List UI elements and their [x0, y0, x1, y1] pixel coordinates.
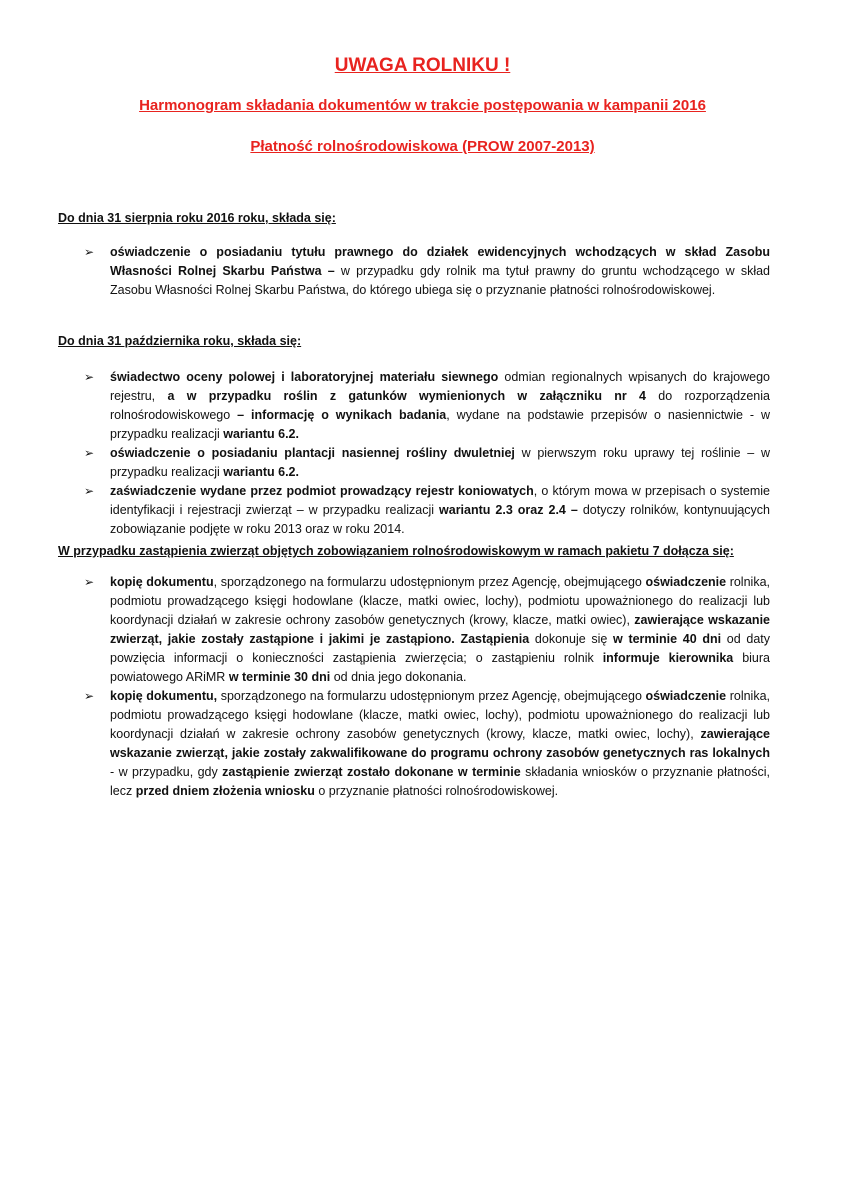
body-text: w przypadku gdy rolnik ma tytuł prawny do gruntu wchodzącego w skład Zasobu Własności Rolnej Skarbu Państwa, do którego ubiega się o przyznanie płatności rolnośrodowiskowej. — [110, 264, 770, 297]
body-text: dotyczy rolników, kontynuujących zobowiązanie podjęte w roku 2013 oraz w roku 2014. — [110, 503, 771, 536]
body-text: - w przypadku, gdy — [110, 765, 223, 779]
bold-text: przed dniem złożenia wniosku — [135, 784, 315, 798]
list-item — [58, 573, 770, 687]
document-list — [58, 573, 770, 801]
body-text: od dnia jego dokonania. — [330, 670, 467, 684]
bold-text: wariantu 6.2. — [223, 465, 299, 479]
bold-text: oświadczenie o posiadaniu plantacji nasiennej rośliny dwuletniej — [110, 446, 515, 460]
arrowhead-bullet-icon: ➢ — [84, 689, 95, 703]
body-text: od daty powzięcia informacji o konieczności zastąpienia zwierzęcia; o zastąpieniu rolnik — [110, 632, 770, 665]
bold-text: zawierające wskazanie zwierząt, jakie zostały zakwalifikowane do programu ochrony zasobów genetycznych ras lokalnych — [110, 727, 770, 760]
document-list — [58, 243, 770, 300]
section-heading: Do dnia 31 sierpnia roku 2016 roku, składa się: — [58, 211, 336, 225]
section-animal-replacement — [58, 542, 770, 801]
body-text: odmian regionalnych wpisanych do krajowego rejestru, — [110, 370, 771, 403]
list-item — [58, 368, 770, 444]
notice-title: UWAGA ROLNIKU ! — [334, 55, 511, 76]
body-text: do rozporządzenia rolnośrodowiskowego — [110, 389, 770, 422]
section-august — [58, 209, 770, 300]
bold-text: świadectwo oceny polowej i laboratoryjnej materiału siewnego — [110, 370, 499, 384]
list-item — [58, 444, 770, 482]
bold-text: oświadczenie — [645, 575, 727, 589]
section-october — [58, 332, 770, 539]
body-text: biura powiatowego ARiMR — [110, 651, 770, 684]
arrowhead-bullet-icon: ➢ — [84, 484, 95, 498]
bold-text: wariantu 6.2. — [223, 427, 299, 441]
arrowhead-bullet-icon: ➢ — [84, 575, 95, 589]
arrowhead-bullet-icon: ➢ — [84, 446, 95, 460]
body-text: , o którym mowa w przepisach o systemie identyfikacji i rejestracji zwierząt – w przypadku realizacji — [110, 484, 771, 517]
body-text: składania wniosków o przyznanie płatności, lecz — [110, 765, 770, 798]
bold-text: kopię dokumentu, — [110, 689, 218, 703]
body-text: o przyznanie płatności rolnośrodowiskowej. — [314, 784, 559, 798]
section-heading: Do dnia 31 października roku, składa się: — [58, 334, 302, 348]
body-text: dokonuje się — [529, 632, 614, 646]
list-item — [58, 687, 770, 801]
bold-text: informuje kierownika — [602, 651, 734, 665]
body-text: sporządzonego na formularzu udostępnionym przez Agencję, obejmującego — [217, 689, 646, 703]
arrowhead-bullet-icon: ➢ — [84, 370, 95, 384]
body-text: , wydane na podstawie przepisów o nasiennictwie - w przypadku realizacji — [110, 408, 770, 441]
bold-text: oświadczenie — [645, 689, 727, 703]
list-item — [58, 482, 770, 539]
schedule-subtitle: Harmonogram składania dokumentów w trakcie postępowania w kampanii 2016 — [139, 97, 706, 114]
bold-text: zaświadczenie wydane przez podmiot prowadzący rejestr koniowatych — [110, 484, 534, 498]
document-list — [58, 368, 770, 539]
bold-text: w terminie 40 dni — [613, 632, 722, 646]
bold-text: – informację o wynikach badania — [237, 408, 447, 422]
body-text: rolnika, podmiotu prowadzącego księgi hodowlane (klacze, matki owiec, lochy), podmiotu upoważnionego do realizacji lub koordynacji działań w zakresie ochrony zasobów genetycznych (krowy, klacze, matki owiec, lochy), — [110, 689, 770, 741]
bold-text: wariantu 2.3 oraz 2.4 – — [439, 503, 578, 517]
arrowhead-bullet-icon: ➢ — [84, 245, 95, 259]
body-text: rolnika, podmiotu prowadzącego księgi hodowlane (klacze, matki owiec, lochy), podmiotu upoważnionego do realizacji lub koordynacji działań w zakresie ochrony zasobów genetycznych (krowy, klacze, matki owiec), — [110, 575, 770, 627]
bold-text: kopię dokumentu — [110, 575, 214, 589]
body-text: , sporządzonego na formularzu udostępnionym przez Agencję, obejmującego — [213, 575, 646, 589]
bold-text: zawierające wskazanie zwierząt, jakie zostały zastąpione i jakimi je zastąpiono. Zastąpienia — [110, 613, 770, 646]
body-text: w pierwszym roku uprawy tej roślinie – w przypadku realizacji — [110, 446, 770, 479]
program-title: Płatność rolnośrodowiskowa (PROW 2007-2013) — [250, 138, 595, 155]
bold-text: w terminie 30 dni — [228, 670, 331, 684]
bold-text: zastąpienie zwierząt zostało dokonane w terminie — [222, 765, 521, 779]
bold-text: a w przypadku roślin z gatunków wymienionych w załączniku nr 4 — [167, 389, 647, 403]
list-item — [58, 243, 770, 300]
section-heading: W przypadku zastąpienia zwierząt objętych zobowiązaniem rolnośrodowiskowym w ramach pakietu 7 dołącza się: — [58, 544, 734, 558]
bold-text: oświadczenie o posiadaniu tytułu prawnego do działek ewidencyjnych wchodzących w skład Zasobu Własności Rolnej Skarbu Państwa – — [110, 245, 770, 278]
